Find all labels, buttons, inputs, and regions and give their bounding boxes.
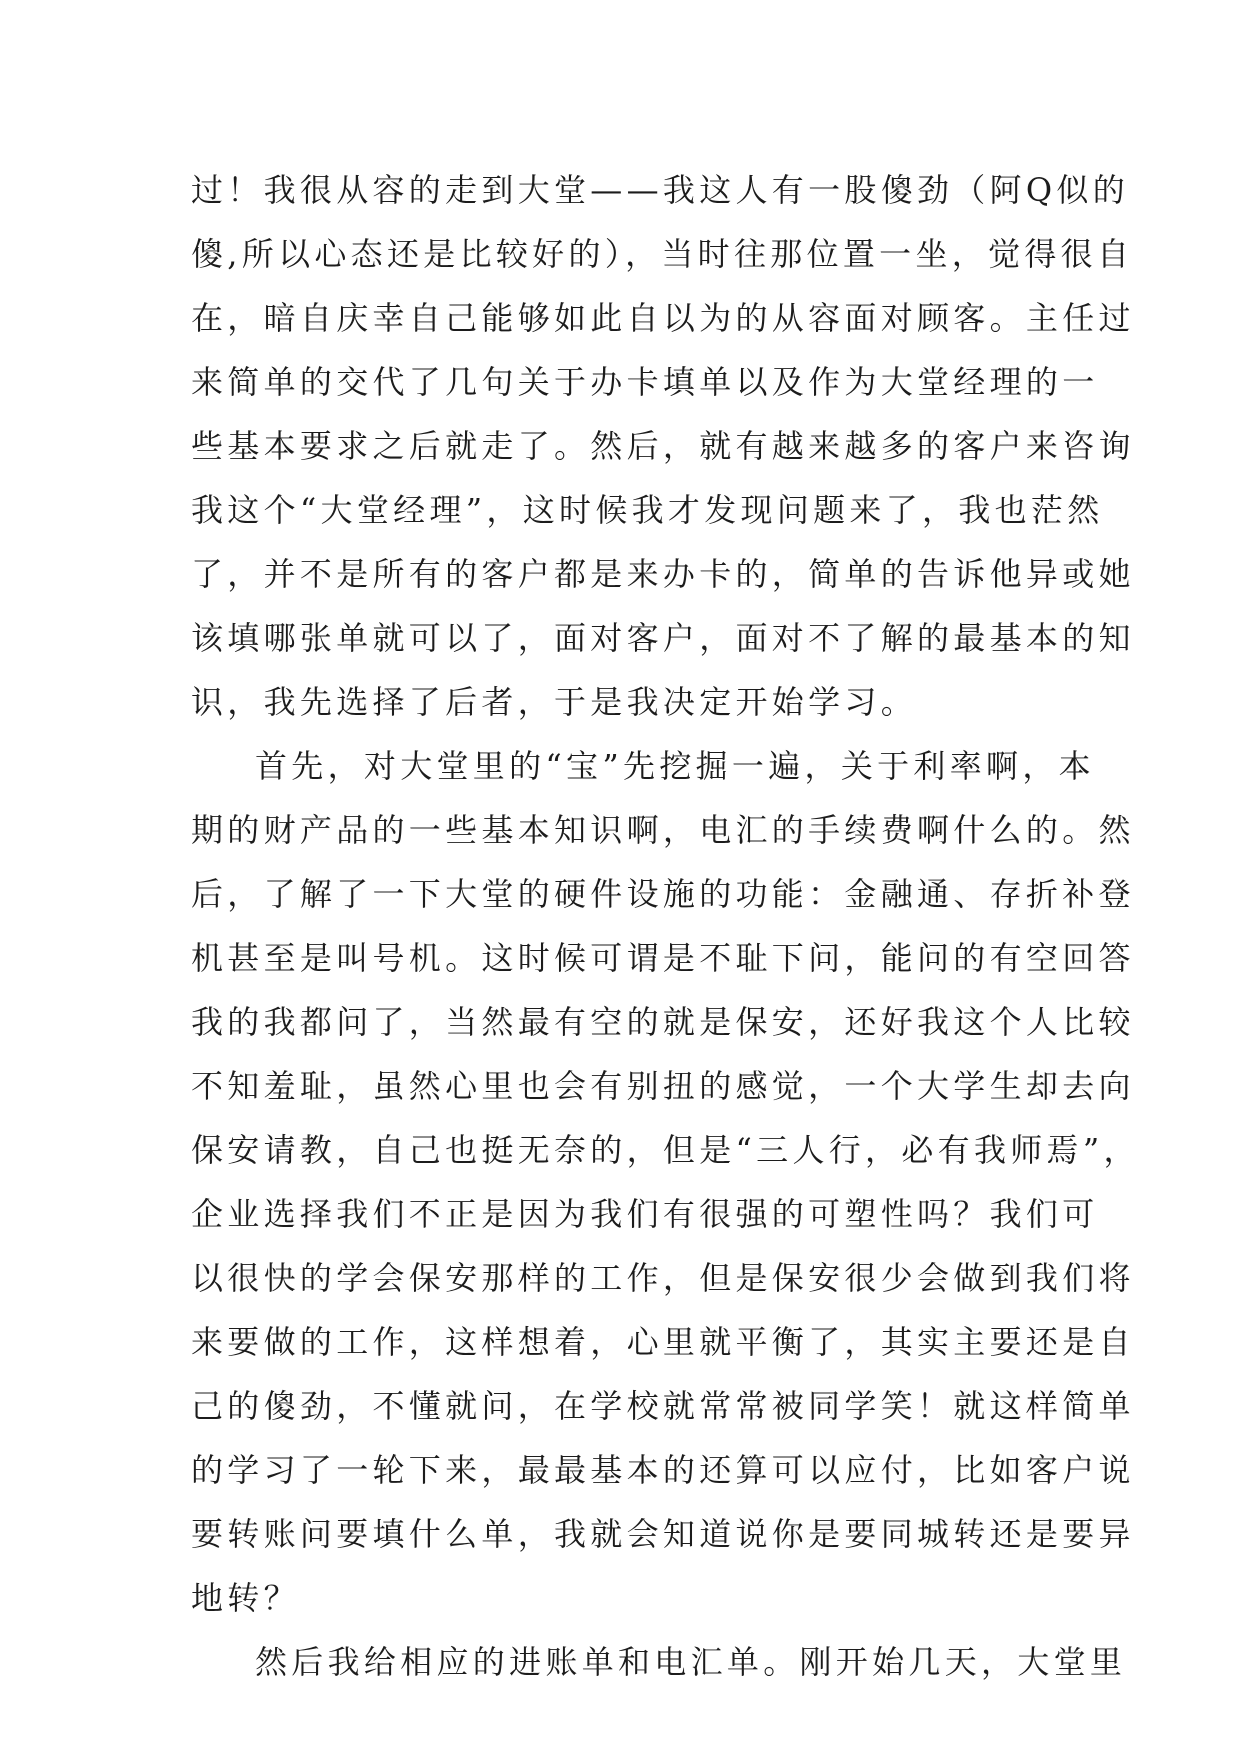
text-line: 些基本要求之后就走了。然后，就有越来越多的客户来咨询: [191, 427, 1135, 465]
text-line: 来简单的交代了几句关于办卡填单以及作为大堂经理的一: [191, 363, 1099, 401]
text-line: 该填哪张单就可以了，面对客户，面对不了解的最基本的知: [191, 619, 1135, 657]
text-line: 然后我给相应的进账单和电汇单。刚开始几天，大堂里: [255, 1643, 1127, 1681]
text-line: 首先，对大堂里的“宝”先挖掘一遍，关于利率啊，本: [255, 747, 1095, 785]
text-line: 我这个“大堂经理”，这时候我才发现问题来了，我也茫然: [191, 491, 1104, 529]
text-line: 的学习了一轮下来，最最基本的还算可以应付，比如客户说: [191, 1451, 1135, 1489]
paragraph-3: [191, 1630, 1127, 1694]
text-line: 机甚至是叫号机。这时候可谓是不耻下问，能问的有空回答: [191, 939, 1135, 977]
text-line: 要转账问要填什么单，我就会知道说你是要同城转还是要异: [191, 1515, 1135, 1553]
text-line: 保安请教，自己也挺无奈的，但是“三人行，必有我师焉”，: [191, 1131, 1140, 1169]
text-line: 了，并不是所有的客户都是来办卡的，简单的告诉他异或她: [191, 555, 1135, 593]
paragraph-1: [191, 158, 1135, 734]
text-line: 在，暗自庆幸自己能够如此自以为的从容面对顾客。主任过: [191, 299, 1135, 337]
text-line: 己的傻劲，不懂就问，在学校就常常被同学笑！就这样简单: [191, 1387, 1135, 1425]
body-text: [191, 158, 1140, 1694]
text-line: 不知羞耻，虽然心里也会有别扭的感觉，一个大学生却去向: [191, 1067, 1135, 1105]
text-line: 以很快的学会保安那样的工作，但是保安很少会做到我们将: [191, 1259, 1135, 1297]
text-line: 企业选择我们不正是因为我们有很强的可塑性吗？我们可: [191, 1195, 1099, 1233]
text-line: 傻,所以心态还是比较好的），当时往那位置一坐，觉得很自: [191, 235, 1134, 273]
text-line: 识，我先选择了后者，于是我决定开始学习。: [191, 683, 918, 721]
text-line: 来要做的工作，这样想着，心里就平衡了，其实主要还是自: [191, 1323, 1135, 1361]
text-line: 期的财产品的一些基本知识啊，电汇的手续费啊什么的。然: [191, 811, 1135, 849]
text-line: 过！我很从容的走到大堂——我这人有一股傻劲（阿Q似的: [191, 171, 1130, 209]
text-line: 地转？: [191, 1579, 300, 1617]
text-line: 后，了解了一下大堂的硬件设施的功能：金融通、存折补登: [191, 875, 1135, 913]
text-line: 我的我都问了，当然最有空的就是保安，还好我这个人比较: [191, 1003, 1135, 1041]
paragraph-2: [191, 734, 1140, 1630]
